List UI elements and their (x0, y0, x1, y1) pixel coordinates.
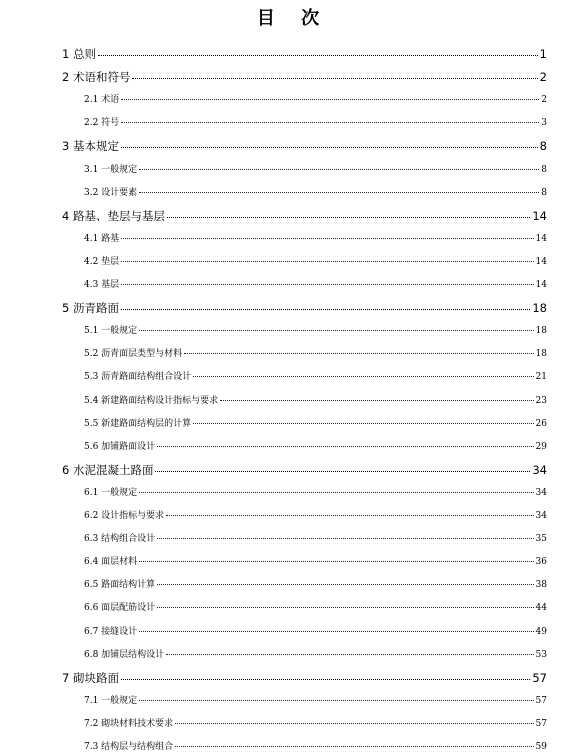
toc-page-number: 18 (535, 349, 547, 360)
dot-leader (121, 99, 539, 100)
toc-page-number: 2 (541, 95, 547, 106)
toc-page-number: 26 (535, 418, 547, 429)
dot-leader (220, 400, 533, 401)
dot-leader (121, 261, 533, 262)
dot-leader (121, 238, 533, 239)
toc-entry-label: 6.1 一般规定 (84, 487, 138, 498)
toc-entry-label: 6.2 设计指标与要求 (84, 511, 165, 521)
toc-entry-label: 5 沥青路面 (62, 301, 119, 316)
toc-page-number: 57 (535, 718, 547, 729)
toc-section-entry[interactable] (84, 577, 547, 590)
toc-chapter-entry[interactable] (62, 208, 547, 224)
dot-leader (157, 446, 533, 447)
toc-page-number: 23 (535, 395, 547, 406)
toc-section-entry[interactable] (84, 92, 547, 105)
toc-entry-label: 7.1 一般规定 (84, 695, 138, 706)
toc-entry-label: 6.4 面层材料 (84, 557, 138, 568)
dot-leader (98, 55, 538, 56)
toc-chapter-entry[interactable] (62, 300, 547, 316)
dot-leader (121, 147, 538, 148)
dot-leader (139, 192, 539, 193)
dot-leader (139, 492, 533, 493)
toc-chapter-entry[interactable] (62, 138, 547, 154)
toc-section-entry[interactable] (84, 485, 547, 498)
toc-entry-label: 5.3 沥青路面结构组合设计 (84, 372, 192, 383)
toc-entry-label: 5.5 新建路面结构层的计算 (84, 418, 192, 429)
toc-entry-label: 5.4 新建路面结构设计指标与要求 (84, 395, 219, 406)
dot-leader (193, 423, 533, 424)
toc-page-number: 8 (541, 187, 547, 198)
toc-entry-label: 2.2 符号 (84, 118, 120, 129)
toc-chapter-entry[interactable] (62, 670, 547, 686)
dot-leader (175, 723, 533, 724)
toc-entry-label: 5.6 加铺路面设计 (84, 441, 156, 452)
dot-leader (139, 330, 533, 331)
toc-section-entry[interactable] (84, 439, 547, 452)
toc-entry-label: 4.1 路基 (84, 233, 120, 244)
toc-entry-label: 5.2 沥青面层类型与材料 (84, 349, 183, 360)
toc-entry-label: 3 基本规定 (62, 139, 119, 154)
toc-page-number: 35 (535, 534, 547, 545)
toc-section-entry[interactable] (84, 231, 547, 244)
toc-entry-label: 3.2 设计要素 (84, 187, 138, 198)
toc-section-entry[interactable] (84, 254, 547, 267)
toc-entry-label: 6.7 接缝设计 (84, 626, 138, 637)
toc-entry-label: 2.1 术语 (84, 95, 120, 106)
toc-page-number: 14 (535, 280, 547, 290)
toc-page-number: 44 (535, 603, 547, 614)
toc-section-entry[interactable] (84, 508, 547, 521)
toc-section-entry[interactable] (84, 531, 547, 544)
toc-page-number: 14 (535, 233, 547, 244)
toc-entry-label: 1 总则 (62, 47, 96, 61)
toc-page-number: 34 (535, 511, 547, 521)
toc-section-entry[interactable] (84, 323, 547, 336)
dot-leader (155, 471, 530, 472)
toc-section-entry[interactable] (84, 277, 547, 290)
toc-page-number: 34 (532, 462, 547, 477)
toc-entry-label: 6.3 结构组合设计 (84, 534, 156, 545)
dot-leader (139, 700, 533, 701)
toc-section-entry[interactable] (84, 624, 547, 637)
dot-leader (157, 538, 533, 539)
toc-section-entry[interactable] (84, 416, 547, 429)
dot-leader (121, 284, 533, 285)
toc-page-number: 14 (535, 256, 547, 267)
toc-entry-label: 3.1 一般规定 (84, 164, 138, 175)
dot-leader (167, 217, 530, 218)
toc-page-number: 8 (539, 139, 547, 154)
dot-leader (121, 122, 539, 123)
toc-page-number: 18 (532, 301, 547, 316)
toc-entry-label: 4.3 基层 (84, 280, 120, 290)
dot-leader (157, 584, 533, 585)
toc-entry-label: 4.2 垫层 (84, 256, 120, 267)
toc-page-number: 1 (539, 47, 547, 61)
toc-section-entry[interactable] (84, 346, 547, 359)
toc-page-number: 34 (535, 487, 547, 498)
toc-section-entry[interactable] (84, 647, 547, 660)
toc-section-entry[interactable] (84, 739, 547, 752)
toc-page-number: 59 (535, 742, 547, 752)
dot-leader (193, 376, 533, 377)
toc-page-number: 8 (541, 164, 547, 175)
toc-entry-label: 6 水泥混凝土路面 (62, 462, 154, 477)
toc-section-entry[interactable] (84, 185, 547, 198)
toc-section-entry[interactable] (84, 115, 547, 128)
toc-section-entry[interactable] (84, 162, 547, 175)
dot-leader (121, 679, 530, 680)
toc-section-entry[interactable] (84, 369, 547, 382)
dot-leader (121, 309, 530, 310)
toc-page-number: 14 (532, 208, 547, 223)
toc-entry-label: 6.5 路面结构计算 (84, 580, 156, 591)
toc-entry-label: 6.8 加铺层结构设计 (84, 649, 165, 660)
dot-leader (132, 78, 537, 79)
toc-page-number: 38 (535, 580, 547, 591)
toc-section-entry[interactable] (84, 554, 547, 567)
toc-entry-label: 7.2 砌块材料技术要求 (84, 718, 174, 729)
toc-section-entry[interactable] (84, 716, 547, 729)
toc-page-number: 49 (535, 626, 547, 637)
dot-leader (166, 654, 533, 655)
toc-page-number: 36 (535, 557, 547, 568)
toc-chapter-entry[interactable] (62, 69, 547, 85)
toc-page-number: 21 (535, 372, 547, 383)
toc-entry-label: 4 路基、垫层与基层 (62, 208, 165, 223)
toc-section-entry[interactable] (84, 393, 547, 406)
dot-leader (139, 631, 533, 632)
toc-entry-label: 5.1 一般规定 (84, 326, 138, 337)
dot-leader (157, 607, 533, 608)
dot-leader (139, 561, 533, 562)
toc-section-entry[interactable] (84, 693, 547, 706)
toc-entry-label: 7 砌块路面 (62, 670, 119, 685)
toc-page-number: 57 (535, 695, 547, 706)
dot-leader (184, 353, 533, 354)
toc-page-number: 18 (535, 326, 547, 337)
toc-chapter-entry[interactable] (62, 46, 547, 62)
page-title: 目 次 (256, 8, 330, 29)
toc-chapter-entry[interactable] (62, 462, 547, 478)
toc-entry-label: 7.3 结构层与结构组合 (84, 742, 174, 752)
toc-section-entry[interactable] (84, 600, 547, 613)
toc-page-number: 53 (535, 649, 547, 660)
dot-leader (175, 746, 533, 747)
dot-leader (139, 169, 539, 170)
toc-page-number: 3 (541, 118, 547, 129)
toc-entry-label: 2 术语和符号 (62, 70, 131, 85)
toc-page-number: 29 (535, 441, 547, 452)
toc-entry-label: 6.6 面层配筋设计 (84, 603, 156, 614)
dot-leader (166, 515, 533, 516)
toc-page-number: 2 (539, 70, 547, 85)
toc-page-number: 57 (532, 670, 547, 685)
